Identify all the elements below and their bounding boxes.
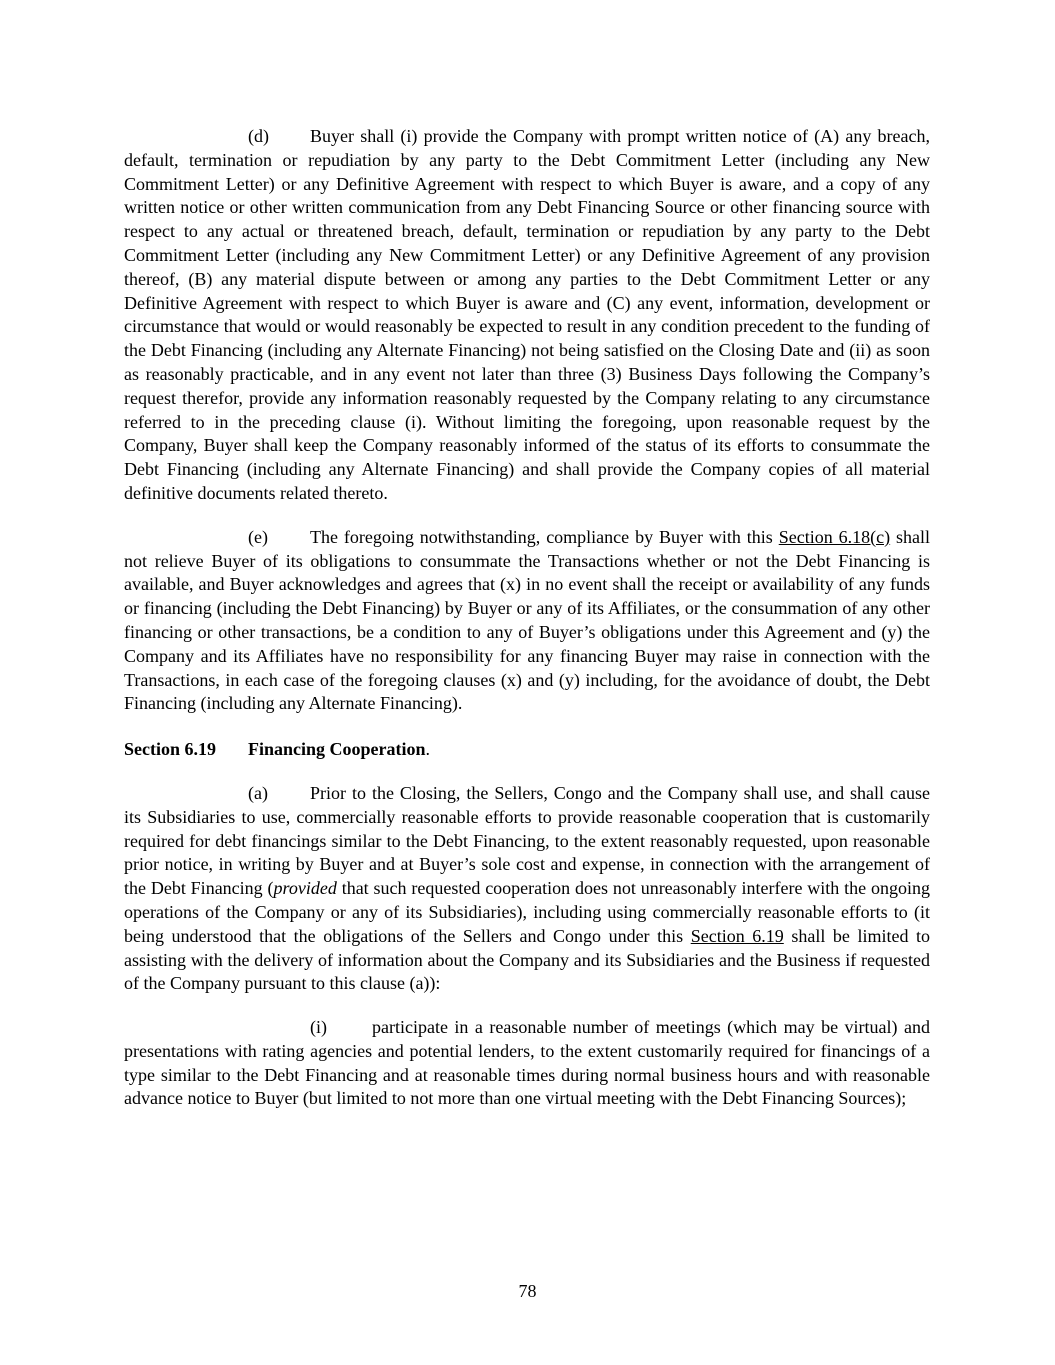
paragraph-e-text-1: The foregoing notwithstanding, compliance by Buyer with this	[310, 526, 779, 547]
document-body	[124, 125, 930, 1111]
section-title: Financing Cooperation	[248, 739, 426, 760]
clause-marker-i: (i)	[310, 1017, 327, 1038]
section-number: Section 6.19	[124, 739, 216, 760]
paragraph-d-text: Buyer shall (i) provide the Company with prompt written notice of (A) any breach, default, termination or repudiation by any party to the Debt Commitment Letter (including any New Commitment Letter) or any Definitive Agreement with respect to which Buyer is aware, and a copy of any written notice or other written communication from any Debt Financing Source or other financing source with respect to any actual or threatened breach, default, termination or repudiation by any party to the Debt Commitment Letter (including any New Commitment Letter) or any Definitive Agreement of any provision thereof, (B) any material dispute between or among any parties to the Debt Commitment Letter or any Definitive Agreement with respect to which Buyer is aware and (C) any event, information, development or circumstance that would or would reasonably be expected to result in any condition precedent to the funding of the Debt Financing (including any Alternate Financing) not being satisfied on the Closing Date and (ii) as soon as reasonably practicable, and in any event not later than three (3) Business Days following the Company’s request therefor, provide any information reasonably requested by the Company relating to any circumstance referred to in the preceding clause (i). Without limiting the foregoing, upon reasonable request by the Company, Buyer shall keep the Company reasonably informed of the status of its efforts to consummate the Debt Financing (including any Alternate Financing) and shall provide the Company copies of all material definitive documents related thereto.	[124, 126, 930, 503]
page-number: 78	[518, 1281, 537, 1301]
paragraph-a-text-2: that such requested cooperation does not unreasonably interfere with the ongoing operations of the Company or any of its Subsidiaries), including using commercially reasonable efforts to (it being understood that the obligations of the Sellers and Congo under this	[124, 878, 930, 946]
paragraph-e	[124, 526, 930, 716]
section-6-18c-reference[interactable]: Section 6.18(c)	[778, 526, 891, 547]
paragraph-a-text-3: shall be limited to assisting with the delivery of information about the Company and its Subsidiaries and the Business if requested of the Company pursuant to this clause (a)):	[124, 925, 931, 994]
clause-marker-a: (a)	[248, 782, 268, 803]
paragraph-i-text: participate in a reasonable number of meetings (which may be virtual) and presentations with rating agencies and potential lenders, to the extent customarily required for financings of a type similar to the Debt Financing and at reasonable times during normal business hours and with reasonable advance notice to Buyer (but limited to not more than one virtual meeting with the Debt Financing Sources);	[124, 1017, 930, 1109]
paragraph-i	[124, 1016, 930, 1111]
section-6-19-reference[interactable]: Section 6.19	[690, 925, 784, 946]
provided-term: provided	[273, 878, 337, 899]
paragraph-a-text-1: Prior to the Closing, the Sellers, Congo and the Company shall use, and shall cause its Subsidiaries to use, commercially reasonable efforts to provide reasonable cooperation that is customarily required for debt financings similar to the Debt Financing, to the extent reasonably requested, upon reasonable prior notice, in writing by Buyer and at Buyer’s sole cost and expense, in connection with the arrangement of the Debt Financing (	[124, 782, 930, 899]
clause-marker-e: (e)	[248, 526, 268, 547]
paragraph-d	[124, 125, 930, 506]
clause-marker-d: (d)	[248, 126, 269, 146]
section-6-19-heading	[124, 738, 930, 762]
paragraph-a	[124, 782, 930, 996]
section-title-period: .	[425, 739, 431, 760]
paragraph-e-text-2: shall not relieve Buyer of its obligations to consummate the Transactions whether or not the Debt Financing is available, and Buyer acknowledges and agrees that (x) in no event shall the receipt or availability of any funds or financing (including the Debt Financing) by Buyer or any of its Affiliates, or the consummation of any other financing or other transactions, be a condition to any of Buyer’s obligations under this Agreement and (y) the Company and its Affiliates have no responsibility for any financing Buyer may raise in connection with the Transactions, in each case of the foregoing clauses (x) and (y) including, for the avoidance of doubt, the Debt Financing (including any Alternate Financing).	[124, 526, 931, 714]
